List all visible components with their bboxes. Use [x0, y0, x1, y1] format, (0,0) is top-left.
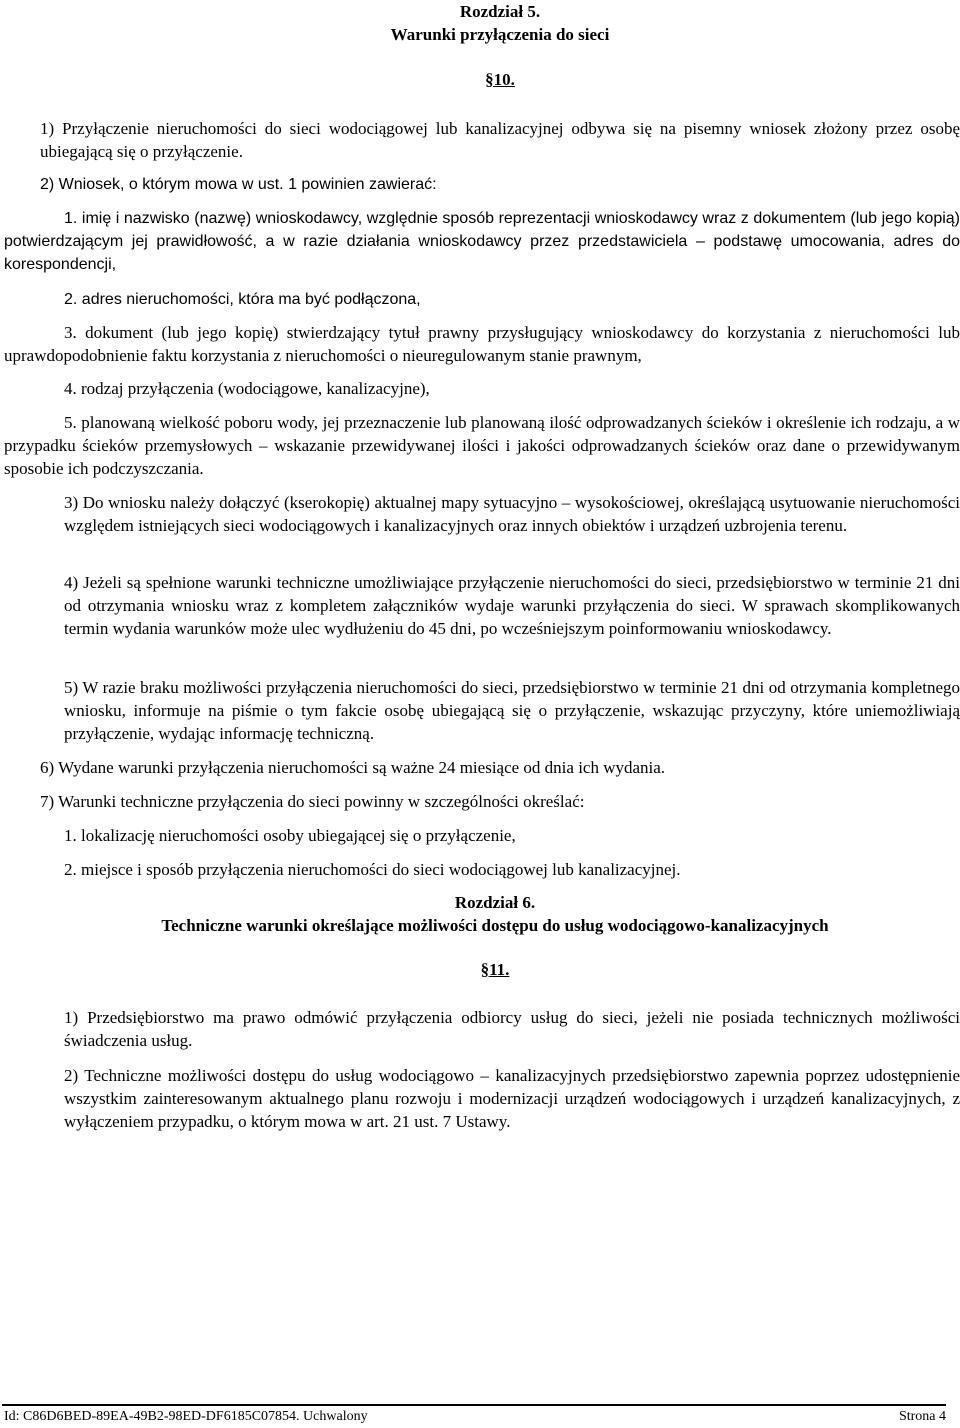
chapter-heading: [0, 0, 960, 46]
paragraph: 2) Techniczne możliwości dostępu do usług wodociągowo – kanalizacyjnych przedsiębiorstwo zapewnia poprzez udostępnienie wszystkim zainteresowanym aktualnego planu rozwoju i modernizacji urządzeń wodociągowych i urządzeń kanalizacyjnych, z wyłączeniem przypadku, o którym mowa w art. 21 ust. 7 Ustawy.: [64, 1066, 960, 1131]
footer-page-number: Strona 4: [898, 1409, 946, 1424]
list-item: 5. planowaną wielkość poboru wody, jej przeznaczenie lub planowaną ilość odprowadzanych ścieków i określenie ich rodzaju, a w przypadku ścieków przemysłowych – wskazanie przewidywanej ilości i jakości odprowadzanych ścieków oraz dane o przewidywanym sposobie ich podczyszczania.: [4, 413, 960, 478]
chapter-number: Rozdział 5.: [459, 2, 541, 21]
list-item: 1. imię i nazwisko (nazwę) wnioskodawcy, względnie sposób reprezentacji wnioskodawcy wraz z dokumentem (lub jego kopią) potwierdzającym jej prawidłowość, a w razie działania wnioskodawcy przez przedstawiciela – podstawę umocowania, adres do korespondencji,: [4, 210, 960, 273]
list-item: 2. adres nieruchomości, która ma być podłączona,: [64, 291, 421, 308]
section-number-text: 11.: [489, 960, 510, 979]
paragraph: 5) W razie braku możliwości przyłączenia nieruchomości do sieci, przedsiębiorstwo w terminie 21 dni od otrzymania kompletnego wniosku, informuje na piśmie o tym fakcie osobę ubiegającą się o przyłączenie, wskazując przyczyny, które uniemożliwiają przyłączenie, wydając informację techniczną.: [64, 678, 960, 743]
list-item: 3. dokument (lub jego kopię) stwierdzający tytuł prawny przysługujący wnioskodawcy do korzystania z nieruchomości lub uprawdopodobnienie faktu korzystania z nieruchomości o nieuregulowanym stanie prawnym,: [4, 323, 960, 365]
footer-divider: [2, 1404, 946, 1406]
paragraph: 6) Wydane warunki przyłączenia nieruchomości są ważne 24 miesiące od dnia ich wydania.: [40, 758, 666, 777]
chapter-title: Warunki przyłączenia do sieci: [390, 25, 610, 44]
footer-document-id: Id: C86D6BED-89EA-49B2-98ED-DF6185C07854. Uchwalony: [4, 1409, 368, 1424]
paragraph: 4) Jeżeli są spełnione warunki techniczne umożliwiające przyłączenie nieruchomości do sieci, przedsiębiorstwo w terminie 21 dni od otrzymania wniosku wraz z kompletem załączników wydaje warunki przyłączenia do sieci. W sprawach skomplikowanych termin wydania warunków może ulec wydłużeniu do 45 dni, po wcześniejszym poinformowaniu wnioskodawcy.: [64, 573, 960, 638]
paragraph: 1) Przedsiębiorstwo ma prawo odmówić przyłączenia odbiorcy usług do sieci, jeżeli nie posiada technicznych możliwości świadczenia usług.: [64, 1008, 960, 1050]
list-item: 4. rodzaj przyłączenia (wodociągowe, kanalizacyjne),: [64, 379, 430, 398]
section-number: §11.: [480, 960, 510, 979]
section-number: §10.: [485, 70, 515, 89]
section-number-text: 10.: [493, 70, 515, 89]
chapter-title: Techniczne warunki określające możliwości dostępu do usług wodociągowo-kanalizacyjnych: [161, 916, 829, 935]
list-item: 2. miejsce i sposób przyłączenia nieruchomości do sieci wodociągowej lub kanalizacyjnej.: [64, 860, 681, 879]
list-item: 1. lokalizację nieruchomości osoby ubiegającej się o przyłączenie,: [64, 826, 516, 845]
chapter-heading: [0, 891, 960, 937]
paragraph: 2) Wniosek, o którym mowa w ust. 1 powinien zawierać:: [40, 176, 437, 193]
paragraph: 1) Przyłączenie nieruchomości do sieci wodociągowej lub kanalizacyjnej odbywa się na pisemny wniosek złożony przez osobę ubiegającą się o przyłączenie.: [40, 119, 960, 161]
paragraph: 7) Warunki techniczne przyłączenia do sieci powinny w szczególności określać:: [40, 792, 585, 811]
chapter-number: Rozdział 6.: [454, 893, 536, 912]
paragraph: 3) Do wniosku należy dołączyć (kserokopię) aktualnej mapy sytuacyjno – wysokościowej, określającą usytuowanie nieruchomości względem istniejących sieci wodociągowych i kanalizacyjnych oraz innych obiektów i urządzeń uzbrojenia terenu.: [64, 493, 960, 535]
